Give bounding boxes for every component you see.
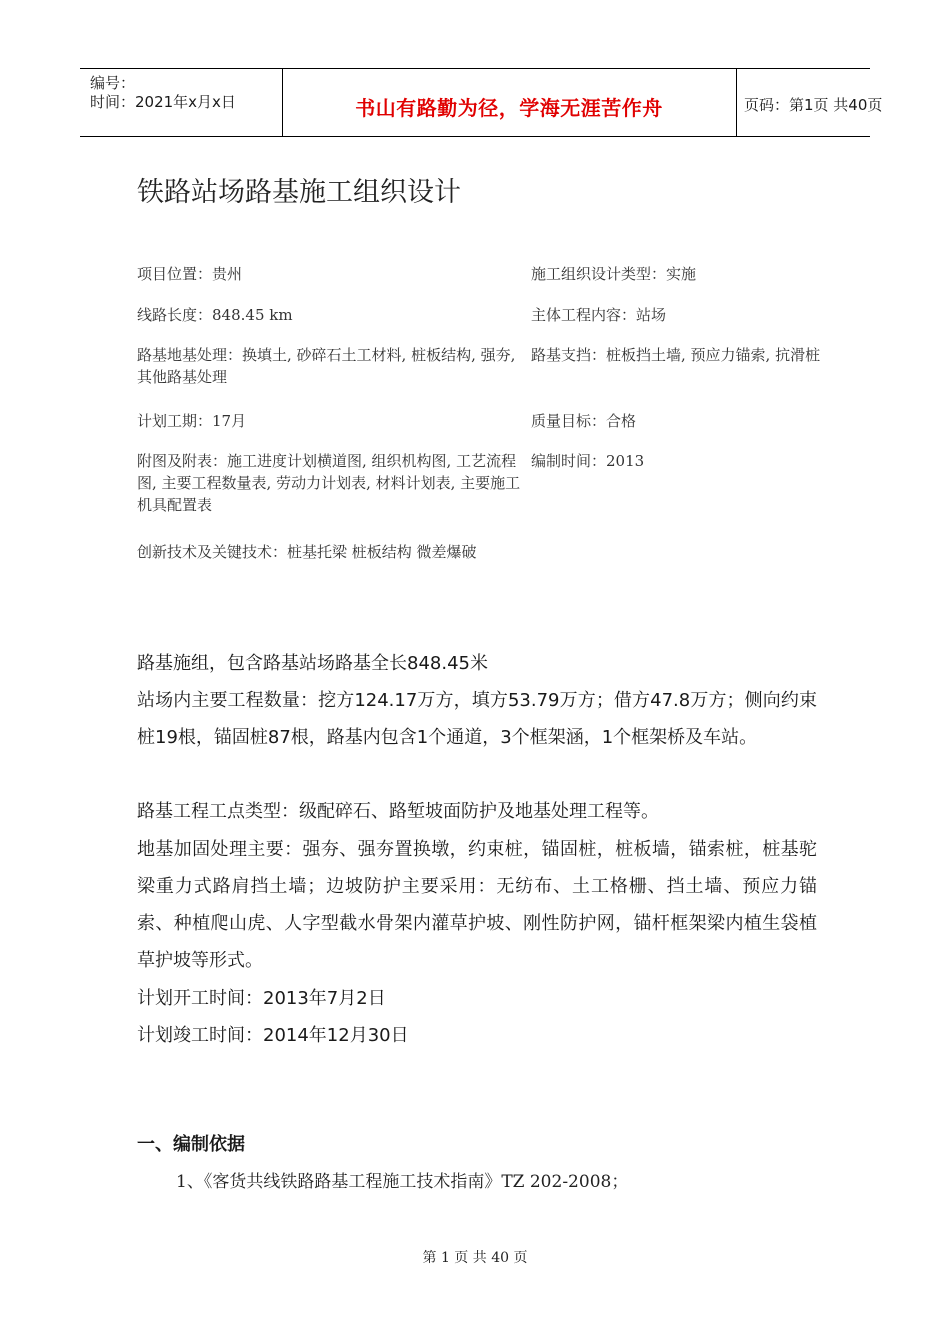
meta-attachments: 附图及附表：施工进度计划横道图, 组织机构图, 工艺流程图, 主要工程数量表, 劳动力计划表, 材料计划表, 主要施工机具配置表 xyxy=(137,452,521,514)
meta-retaining: 路基支挡：桩板挡土墙, 预应力锚索, 抗滑桩 xyxy=(531,346,821,364)
body-paragraph: 站场内主要工程数量：挖方124.17万方，填方53.79万方；借方47.8万方；侧向约束桩19根，锚固桩87根，路基内包含1个通道，3个框架涵，1个框架桥及车站。 xyxy=(137,690,817,748)
body-paragraph: 计划开工时间：2013年7月2日 xyxy=(137,988,386,1009)
meta-innovation: 创新技术及关键技术：桩基托梁 桩板结构 微差爆破 xyxy=(137,543,477,561)
body-paragraph: 计划竣工时间：2014年12月30日 xyxy=(137,1025,409,1046)
meta-quality: 质量目标：合格 xyxy=(531,412,637,430)
document-date: 时间：2021年x月x日 xyxy=(90,93,236,111)
body-paragraph: 路基施组，包含路基站场路基全长848.45米 xyxy=(137,653,488,674)
header-table xyxy=(80,68,883,137)
meta-design-type: 施工组织设计类型：实施 xyxy=(531,265,697,283)
meta-line-length: 线路长度：848.45 km xyxy=(137,306,293,324)
page-number: 页码：第1页 共40页 xyxy=(744,96,883,114)
meta-main-content: 主体工程内容：站场 xyxy=(531,306,667,324)
page-footer: 第 1 页 共 40 页 xyxy=(422,1250,528,1266)
header-info-cell xyxy=(80,69,283,136)
document-title: 铁路站场路基施工组织设计 xyxy=(137,177,461,208)
meta-foundation-treatment: 路基地基处理：换填土, 砂碎石土工材料, 桩板结构, 强夯, 其他路基处理 xyxy=(137,346,516,386)
header-motto-cell xyxy=(282,69,737,136)
meta-location: 项目位置：贵州 xyxy=(137,265,243,283)
header-page-cell xyxy=(736,69,883,136)
section-heading: 一、编制依据 xyxy=(137,1134,245,1155)
body-paragraph: 地基加固处理主要：强夯、强夯置换墩，约束桩，锚固桩，桩板墙，锚索桩，桩基驼梁重力式路肩挡土墙；边坡防护主要采用：无纺布、土工格栅、挡土墙、预应力锚索、种植爬山虎、人字型截水骨架内灌草护坡、刚性防护网，锚杆框架梁内植生袋植草护坡等形式。 xyxy=(137,839,817,971)
reference-item: 1、《客货共线铁路路基工程施工技术指南》TZ 202-2008； xyxy=(176,1172,629,1192)
body-paragraph: 路基工程工点类型：级配碎石、路堑坡面防护及地基处理工程等。 xyxy=(137,801,659,822)
motto-text: 书山有路勤为径，学海无涯苦作舟 xyxy=(355,96,663,120)
document-code: 编号： xyxy=(90,74,136,92)
meta-compile-time: 编制时间：2013 xyxy=(531,452,645,470)
meta-duration: 计划工期：17月 xyxy=(137,412,247,430)
